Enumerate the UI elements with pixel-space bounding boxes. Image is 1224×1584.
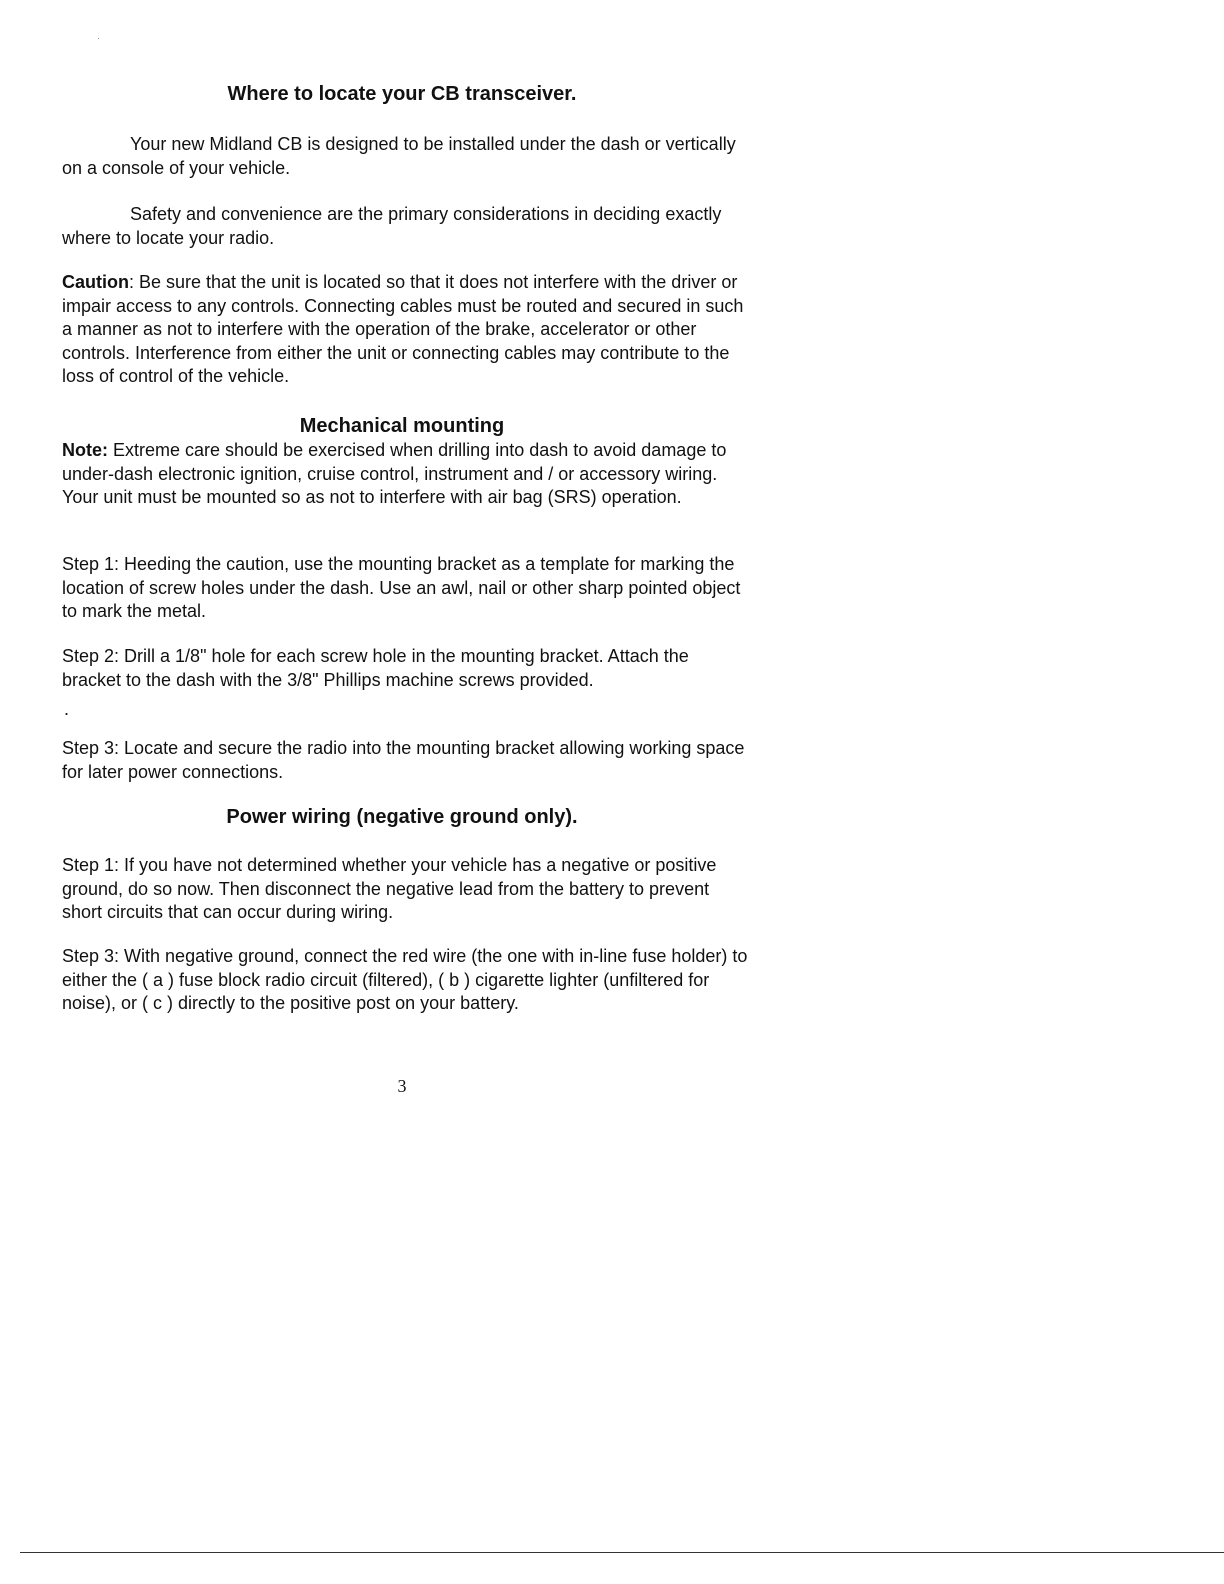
stray-mark: . xyxy=(64,699,70,719)
caution-label: Caution xyxy=(62,272,129,292)
note-text: Extreme care should be exercised when drilling into dash to avoid damage to under-dash electronic ignition, cruise control, instrument and / or accessory wiring. Your unit must be mounted so as not to interfere with air bag (SRS) operation. xyxy=(62,440,727,507)
heading-power-wiring: Power wiring (negative ground only). xyxy=(226,806,578,828)
paragraph-installation: Your new Midland CB is designed to be installed under the dash or vertically on a console of your vehicle. xyxy=(62,134,736,178)
heading-locate-transceiver: Where to locate your CB transceiver. xyxy=(227,83,577,105)
paragraph-safety: Safety and convenience are the primary considerations in deciding exactly where to locate your radio. xyxy=(62,204,722,248)
footer-rule xyxy=(20,1552,1224,1553)
paragraph-caution xyxy=(62,271,752,389)
heading-mechanical-mounting: Mechanical mounting xyxy=(299,415,505,437)
mounting-step-2: Step 2: Drill a 1/8" hole for each screw hole in the mounting bracket. Attach the bracket to the dash with the 3/8" Phillips machine screws provided. xyxy=(62,646,689,690)
wiring-step-1: Step 1: If you have not determined whether your vehicle has a negative or positive ground, do so now. Then disconnect the negative lead from the battery to prevent short circuits that can occur during wiring. xyxy=(62,855,717,922)
mounting-step-1: Step 1: Heeding the caution, use the mounting bracket as a template for marking the location of screw holes under the dash. Use an awl, nail or other sharp pointed object to mark the metal. xyxy=(62,554,741,621)
mounting-step-3: Step 3: Locate and secure the radio into the mounting bracket allowing working space for later power connections. xyxy=(62,738,745,782)
caution-text: : Be sure that the unit is located so that it does not interfere with the driver or impair access to any controls. Connecting cables must be routed and secured in such a manner as not to interfere with the operation of the brake, accelerator or other controls. Interference from either the unit or connecting cables may contribute to the loss of control of the vehicle. xyxy=(62,272,744,386)
scan-speck xyxy=(98,38,99,39)
wiring-step-3: Step 3: With negative ground, connect the red wire (the one with in-line fuse holder) to either the ( a ) fuse block radio circuit (filtered), ( b ) cigarette lighter (unfiltered for noise), or ( c ) directly to the positive post on your battery. xyxy=(62,946,748,1013)
note-label: Note: xyxy=(62,440,108,460)
paragraph-note xyxy=(62,439,752,510)
page-number: 3 xyxy=(397,1076,407,1096)
